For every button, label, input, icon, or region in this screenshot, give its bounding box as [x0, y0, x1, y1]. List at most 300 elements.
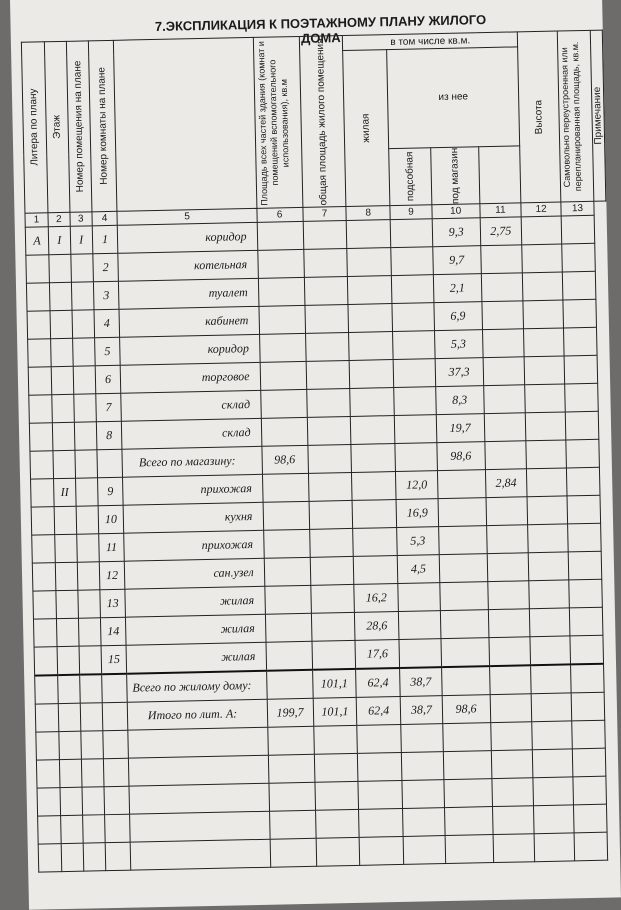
cell-c13: [569, 579, 603, 608]
document-title: 7.ЭКСПЛИКАЦИЯ К ПОЭТАЖНОМУ ПЛАНУ ЖИЛОГО ДОМА: [154, 12, 487, 46]
cell-c3: I: [70, 226, 92, 254]
cell-c5: Итого по лит. А:: [128, 699, 268, 730]
cell-c5: [129, 783, 269, 814]
cell-c2: [58, 703, 80, 731]
cell-c10: [445, 835, 493, 864]
cell-c3: [71, 254, 93, 282]
cell-c10: 8,3: [436, 386, 484, 415]
cell-c9: [403, 836, 445, 865]
cell-c11: [491, 778, 533, 807]
cell-c11: [487, 553, 529, 582]
cell-c7: [314, 781, 358, 810]
cell-c8: 16,2: [354, 584, 398, 613]
cell-c9: [395, 443, 437, 472]
cell-c3: [77, 562, 99, 590]
cell-c12: [530, 636, 570, 665]
cell-c5: [129, 755, 269, 786]
cell-c8: [359, 836, 403, 865]
cell-c13: [563, 327, 597, 356]
cell-c3: [76, 506, 98, 534]
cell-c13: [563, 299, 597, 328]
cell-c7: [306, 360, 350, 389]
cell-c10: [438, 526, 486, 555]
cell-c5: Всего по магазину:: [122, 446, 262, 477]
cell-c9: 38,7: [400, 696, 442, 725]
cell-c2: [50, 310, 72, 338]
cell-c7: [304, 304, 348, 333]
cell-c6: [269, 782, 316, 811]
cell-c5: коридор: [118, 222, 258, 253]
cell-c10: 37,3: [435, 358, 483, 387]
cell-c7: [304, 276, 348, 305]
cell-c13: [567, 495, 601, 524]
cell-c4: 11: [98, 533, 124, 562]
cell-c3: [80, 703, 102, 731]
cell-c1: [38, 816, 61, 844]
cell-c2: [52, 422, 74, 450]
header-living-premise-area: общая площадь жилого помещения: [299, 36, 346, 208]
cell-c5: торговое: [121, 362, 261, 393]
cell-c7: [310, 584, 354, 613]
cell-c2: [49, 282, 71, 310]
cell-c6: [263, 501, 310, 530]
cell-c6: [269, 810, 316, 839]
cell-c3: [82, 787, 104, 815]
cell-c9: [403, 808, 445, 837]
cell-c12: [526, 440, 566, 469]
cell-c11: [490, 694, 532, 723]
cell-c7: [307, 444, 351, 473]
col-num: 9: [390, 205, 432, 220]
cell-c1: [27, 311, 50, 339]
cell-c6: [268, 754, 315, 783]
cell-c13: [569, 607, 603, 636]
cell-c4: 1: [92, 225, 118, 254]
cell-c10: [441, 638, 489, 667]
cell-c7: [316, 837, 360, 866]
cell-c1: [29, 395, 52, 423]
cell-c13: [564, 355, 598, 384]
cell-c7: [313, 725, 357, 754]
cell-c3: [81, 759, 103, 787]
cell-c3: [72, 310, 94, 338]
cell-c6: [258, 277, 305, 306]
cell-c1: [29, 423, 52, 451]
cell-c9: [401, 752, 443, 781]
cell-c6: [260, 389, 307, 418]
cell-c4: [102, 730, 128, 759]
cell-c9: [391, 247, 433, 276]
cell-c1: [32, 563, 55, 591]
cell-c1: [31, 507, 54, 535]
cell-c4: 8: [96, 421, 122, 450]
cell-c2: [51, 366, 73, 394]
explication-table: [21, 30, 620, 873]
cell-c6: [261, 417, 308, 446]
cell-c2: [61, 843, 83, 871]
col-num: 1: [25, 213, 48, 227]
cell-c7: 101,1: [313, 697, 357, 726]
cell-c9: [391, 275, 433, 304]
cell-c6: [267, 726, 314, 755]
cell-c11: [483, 357, 525, 386]
cell-c3: [82, 815, 104, 843]
cell-c6: [257, 221, 304, 250]
cell-c4: 9: [97, 477, 123, 506]
cell-c11: [484, 413, 526, 442]
cell-c13: [574, 832, 608, 861]
cell-c8: 62,4: [356, 696, 400, 725]
cell-c10: 19,7: [436, 414, 484, 443]
cell-c7: [308, 472, 352, 501]
cell-c8: [353, 528, 397, 557]
cell-c6: [270, 838, 317, 867]
header-height: Высота: [518, 31, 561, 203]
cell-c1: [31, 479, 54, 507]
cell-c2: II: [53, 478, 75, 506]
cell-c9: [394, 415, 436, 444]
cell-c12: [524, 328, 564, 357]
cell-c5: Всего по жилому дому:: [127, 671, 267, 702]
cell-c2: [56, 590, 78, 618]
cell-c5: [130, 811, 270, 842]
cell-c11: 2,84: [485, 469, 527, 498]
cell-c9: 12,0: [396, 471, 438, 500]
cell-c13: [562, 271, 596, 300]
header-group-including: в том числе кв.м.: [343, 32, 518, 51]
cell-c3: [76, 534, 98, 562]
cell-c3: [71, 282, 93, 310]
cell-c3: [75, 478, 97, 506]
cell-c11: [489, 665, 531, 694]
cell-c8: [354, 556, 398, 585]
header-litera: Литера по плану: [21, 42, 47, 213]
cell-c1: [26, 283, 49, 311]
cell-c2: [60, 787, 82, 815]
cell-c2: [49, 254, 71, 282]
cell-c12: [521, 216, 561, 245]
cell-c5: склад: [122, 418, 262, 449]
cell-c7: [315, 809, 359, 838]
cell-c6: [263, 529, 310, 558]
cell-c4: 10: [98, 505, 124, 534]
cell-c2: I: [48, 226, 70, 254]
cell-c8: [358, 780, 402, 809]
cell-c5: котельная: [118, 250, 258, 281]
header-shop: под магазин: [430, 146, 479, 204]
cell-c10: [441, 666, 489, 695]
cell-c7: [309, 528, 353, 557]
cell-c9: 16,9: [396, 499, 438, 528]
cell-c10: [443, 751, 491, 780]
cell-c11: [487, 581, 529, 610]
cell-c9: 4,5: [397, 555, 439, 584]
col-num: 13: [561, 201, 594, 216]
cell-c12: [525, 384, 565, 413]
cell-c9: 5,3: [397, 527, 439, 556]
cell-c9: [402, 780, 444, 809]
cell-c11: [482, 329, 524, 358]
cell-c7: 101,1: [312, 669, 356, 698]
cell-c5: жилая: [126, 614, 266, 645]
cell-c1: [35, 704, 58, 732]
cell-c6: [266, 670, 313, 699]
cell-c10: 98,6: [437, 442, 485, 471]
cell-c2: [52, 394, 74, 422]
cell-c1: [32, 535, 55, 563]
cell-c10: [437, 470, 485, 499]
header-group-of-it: из нее: [387, 47, 520, 148]
cell-c2: [60, 815, 82, 843]
cell-c7: [311, 640, 355, 669]
cell-c13: [570, 664, 604, 693]
cell-c11: [481, 301, 523, 330]
cell-c2: [54, 506, 76, 534]
cell-c12: [532, 721, 572, 750]
cell-c10: [439, 554, 487, 583]
cell-c2: [57, 646, 79, 675]
cell-c1: [38, 844, 61, 872]
cell-c4: [102, 702, 128, 731]
cell-c6: [264, 557, 311, 586]
cell-c6: 98,6: [261, 445, 308, 474]
cell-c6: [262, 473, 309, 502]
cell-c8: [348, 304, 392, 333]
cell-c4: 14: [100, 617, 126, 646]
cell-c8: 62,4: [356, 668, 400, 697]
cell-c5: [128, 727, 268, 758]
cell-c10: [438, 498, 486, 527]
cell-c2: [59, 759, 81, 787]
cell-c5: кабинет: [119, 306, 259, 337]
cell-c2: [53, 450, 75, 478]
cell-c5: сан.узел: [125, 558, 265, 589]
cell-c13: [566, 439, 600, 468]
header-living: жилая: [343, 50, 390, 207]
cell-c13: [565, 411, 599, 440]
cell-c6: [257, 249, 304, 278]
cell-c1: [35, 675, 58, 704]
cell-c13: [561, 215, 595, 244]
cell-c5: прихожая: [123, 474, 263, 505]
cell-c4: 5: [94, 337, 120, 366]
cell-c9: [393, 331, 435, 360]
cell-c12: [522, 244, 562, 273]
cell-c3: [75, 450, 97, 478]
cell-c4: [105, 842, 131, 871]
col-num: 10: [432, 204, 480, 219]
cell-c5: склад: [121, 390, 261, 421]
cell-c12: [534, 833, 574, 862]
cell-c11: [486, 525, 528, 554]
cell-c4: 12: [99, 561, 125, 590]
cell-c5: жилая: [126, 642, 266, 673]
cell-c10: [440, 610, 488, 639]
cell-c9: [401, 724, 443, 753]
cell-c12: [531, 664, 571, 693]
cell-c10: [443, 723, 491, 752]
cell-c5: [131, 839, 271, 870]
cell-c1: [28, 339, 51, 367]
cell-c6: [265, 613, 312, 642]
cell-c4: 6: [95, 365, 121, 394]
cell-c3: [83, 843, 105, 871]
cell-c4: [104, 786, 130, 815]
cell-c1: А: [25, 227, 48, 255]
cell-c6: 199,7: [267, 698, 314, 727]
col-num: 8: [346, 206, 390, 221]
col-num: 12: [521, 202, 561, 217]
header-total-area: Площадь всех частей здания (комнат и помещений вспомогательного использования), кв.м: [253, 36, 303, 208]
cell-c10: [440, 582, 488, 611]
col-num: 2: [48, 212, 70, 226]
cell-c8: [358, 752, 402, 781]
cell-c6: [264, 585, 311, 614]
cell-c7: [311, 612, 355, 641]
cell-c12: [523, 300, 563, 329]
cell-c10: 98,6: [442, 695, 490, 724]
cell-c1: [26, 255, 49, 283]
cell-c12: [528, 524, 568, 553]
cell-c6: [260, 361, 307, 390]
cell-c8: [359, 808, 403, 837]
cell-c8: [357, 724, 401, 753]
header-unauthorized-area: Самовольно переустроенная или перепланированная площадь, кв.м.: [557, 30, 594, 202]
cell-c12: [533, 749, 573, 778]
cell-c13: [568, 523, 602, 552]
header-premise-number: Номер помещения на плане: [66, 41, 91, 212]
cell-c13: [566, 467, 600, 496]
header-auxiliary: подсобная: [389, 147, 432, 205]
cell-c10: 9,3: [432, 218, 480, 247]
cell-c7: [310, 556, 354, 585]
header-room-name: [114, 37, 257, 211]
cell-c7: [303, 248, 347, 277]
cell-c2: [56, 618, 78, 646]
cell-c3: [74, 422, 96, 450]
cell-c3: [78, 618, 100, 646]
cell-c12: [533, 777, 573, 806]
cell-c13: [571, 692, 605, 721]
cell-c3: [79, 646, 101, 675]
cell-c13: [573, 804, 607, 833]
cell-c8: [347, 248, 391, 277]
cell-c12: [527, 496, 567, 525]
cell-c11: [490, 722, 532, 751]
cell-c7: [305, 332, 349, 361]
cell-c12: [534, 805, 574, 834]
cell-c12: [530, 608, 570, 637]
col-num: 6: [256, 207, 302, 222]
cell-c6: [266, 641, 313, 670]
cell-c4: 3: [93, 281, 119, 310]
cell-c4: [97, 449, 123, 478]
cell-c9: [394, 387, 436, 416]
cell-c2: [59, 731, 81, 759]
cell-c13: [568, 551, 602, 580]
cell-c12: [524, 356, 564, 385]
cell-c2: [55, 562, 77, 590]
cell-c11: [480, 245, 522, 274]
cell-c6: [259, 305, 306, 334]
cell-c13: [572, 748, 606, 777]
cell-c8: [350, 388, 394, 417]
col-num: 5: [117, 208, 256, 225]
cell-c10: 6,9: [434, 302, 482, 331]
cell-c2: [55, 534, 77, 562]
cell-c8: [352, 472, 396, 501]
cell-c12: [529, 580, 569, 609]
cell-c4: [104, 814, 130, 843]
cell-c13: [565, 383, 599, 412]
col-num: 4: [92, 211, 118, 226]
cell-c5: туалет: [119, 278, 259, 309]
cell-c11: [493, 834, 535, 863]
cell-c7: [303, 221, 347, 250]
col-num: 7: [302, 207, 346, 222]
cell-c11: [492, 806, 534, 835]
cell-c4: 2: [92, 253, 118, 282]
cell-c13: [572, 720, 606, 749]
cell-c7: [314, 753, 358, 782]
cell-c3: [74, 394, 96, 422]
cell-c11: [483, 385, 525, 414]
cell-c1: [30, 451, 53, 479]
cell-c9: [392, 303, 434, 332]
header-floor: Этаж: [44, 41, 69, 212]
cell-c9: [393, 359, 435, 388]
cell-c12: [527, 468, 567, 497]
cell-c11: [491, 750, 533, 779]
cell-c11: [484, 441, 526, 470]
cell-c10: 5,3: [434, 330, 482, 359]
cell-c1: [34, 647, 57, 676]
cell-c13: [570, 635, 604, 664]
cell-c8: [349, 332, 393, 361]
cell-c9: [398, 583, 440, 612]
header-room-number: Номер комнаты на плане: [88, 40, 117, 212]
cell-c8: [347, 220, 391, 249]
cell-c8: [349, 360, 393, 389]
cell-c3: [79, 674, 101, 703]
cell-c11: [488, 637, 530, 666]
cell-c7: [309, 500, 353, 529]
document-sheet: [10, 0, 621, 910]
cell-c4: [103, 758, 129, 787]
cell-c4: 13: [99, 589, 125, 618]
cell-c10: [444, 807, 492, 836]
cell-c1: [36, 760, 59, 788]
cell-c3: [73, 366, 95, 394]
col-num: 11: [479, 203, 521, 218]
cell-c10: [444, 779, 492, 808]
cell-c8: 17,6: [355, 639, 399, 668]
cell-c8: [352, 500, 396, 529]
cell-c12: [528, 552, 568, 581]
cell-c3: [78, 590, 100, 618]
cell-c10: 9,7: [433, 246, 481, 275]
cell-c4: 7: [95, 393, 121, 422]
cell-c1: [37, 788, 60, 816]
cell-c8: [351, 444, 395, 473]
cell-c8: [348, 276, 392, 305]
cell-c4: 15: [101, 645, 127, 674]
cell-c5: кухня: [124, 502, 264, 533]
cell-c1: [33, 619, 56, 647]
cell-c5: прихожая: [124, 530, 264, 561]
cell-c13: [562, 243, 596, 272]
cell-c11: [486, 497, 528, 526]
